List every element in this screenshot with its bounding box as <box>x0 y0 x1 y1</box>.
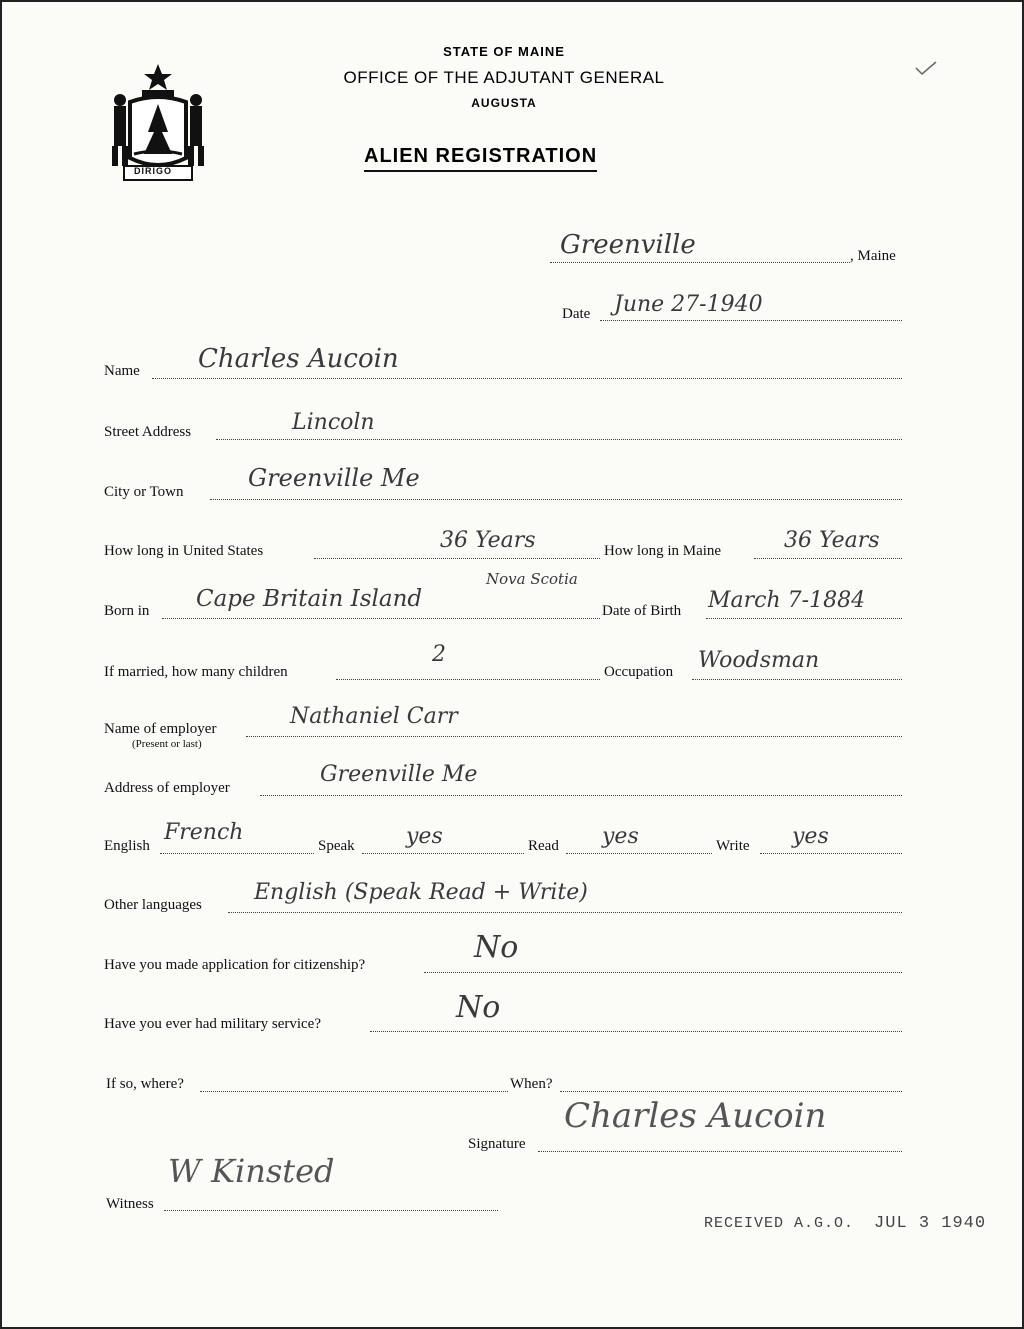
citizenship-value: No <box>474 930 519 965</box>
employer-address-line <box>260 795 902 796</box>
speak-label: Speak <box>318 838 355 854</box>
other-languages-label: Other languages <box>104 897 202 913</box>
employer-name-line <box>246 736 902 737</box>
maine-label: , Maine <box>850 248 896 264</box>
read-label: Read <box>528 838 559 854</box>
occupation-line <box>692 679 902 680</box>
city-or-town-line <box>210 499 902 500</box>
children-line <box>336 679 600 680</box>
name-label: Name <box>104 363 140 379</box>
date-label: Date <box>562 306 591 322</box>
born-in-value: Cape Britain Island <box>196 586 423 612</box>
office-heading: OFFICE OF THE ADJUTANT GENERAL <box>343 68 665 87</box>
when-label: When? <box>510 1076 553 1092</box>
employer-address-label: Address of employer <box>104 780 230 796</box>
if-so-where-line <box>200 1091 508 1092</box>
write-label: Write <box>716 838 750 854</box>
married-children-label: If married, how many children <box>104 664 288 680</box>
town-value: Greenville <box>560 230 696 260</box>
city-or-town-label: City or Town <box>104 484 184 500</box>
military-label: Have you ever had military service? <box>104 1016 321 1032</box>
street-address-line <box>216 439 902 440</box>
english-line <box>160 853 314 854</box>
date-of-birth-line <box>706 618 902 619</box>
when-line <box>560 1091 902 1092</box>
employer-note: (Present or last) <box>132 738 202 750</box>
write-line <box>760 853 902 854</box>
town-line <box>550 262 850 263</box>
other-languages-value: English (Speak Read + Write) <box>254 880 588 905</box>
read-value: yes <box>602 824 639 849</box>
signature-label: Signature <box>468 1136 526 1152</box>
read-line <box>566 853 712 854</box>
signature-value: Charles Aucoin <box>564 1096 827 1136</box>
name-value: Charles Aucoin <box>198 344 399 374</box>
born-in-correction: Nova Scotia <box>486 570 578 588</box>
city-heading: AUGUSTA <box>471 96 537 110</box>
received-stamp-date: JUL 3 1940 <box>874 1214 987 1233</box>
date-of-birth-value: March 7-1884 <box>708 588 866 613</box>
born-in-line <box>162 618 600 619</box>
state-heading: STATE OF MAINE <box>443 44 565 59</box>
speak-value: yes <box>406 824 443 849</box>
how-long-maine-line <box>754 558 902 559</box>
witness-label: Witness <box>106 1196 154 1212</box>
name-line <box>152 378 902 379</box>
witness-value: W Kinsted <box>168 1152 335 1190</box>
citizenship-line <box>424 972 902 973</box>
if-so-where-label: If so, where? <box>106 1076 184 1092</box>
how-long-us-label: How long in United States <box>104 543 264 559</box>
date-value: June 27-1940 <box>614 292 763 317</box>
english-label: English <box>104 838 150 854</box>
seal-motto: DIRIGO <box>134 166 173 176</box>
form-title: ALIEN REGISTRATION <box>364 145 597 172</box>
street-address-value: Lincoln <box>292 410 375 435</box>
employer-name-value: Nathaniel Carr <box>290 704 458 729</box>
children-value: 2 <box>432 642 446 667</box>
speak-line <box>362 853 524 854</box>
received-stamp <box>704 1214 986 1233</box>
occupation-value: Woodsman <box>698 648 820 673</box>
military-line <box>370 1031 902 1032</box>
date-line <box>600 320 902 321</box>
how-long-maine-label: How long in Maine <box>604 543 722 559</box>
born-in-label: Born in <box>104 603 150 619</box>
occupation-label: Occupation <box>604 664 674 680</box>
citizenship-label: Have you made application for citizenship? <box>104 957 366 973</box>
received-stamp-text: RECEIVED A.G.O. <box>704 1215 855 1232</box>
date-of-birth-label: Date of Birth <box>602 603 682 619</box>
street-address-label: Street Address <box>104 424 192 440</box>
military-value: No <box>456 990 501 1025</box>
how-long-us-value: 36 Years <box>440 528 536 553</box>
how-long-maine-value: 36 Years <box>784 528 880 553</box>
other-languages-line <box>228 912 902 913</box>
english-value: French <box>164 820 244 845</box>
signature-line <box>538 1151 902 1152</box>
employer-address-value: Greenville Me <box>320 762 478 787</box>
how-long-us-line <box>314 558 600 559</box>
write-value: yes <box>792 824 829 849</box>
witness-line <box>164 1210 498 1211</box>
city-or-town-value: Greenville Me <box>248 464 420 492</box>
employer-name-label: Name of employer <box>104 721 217 737</box>
